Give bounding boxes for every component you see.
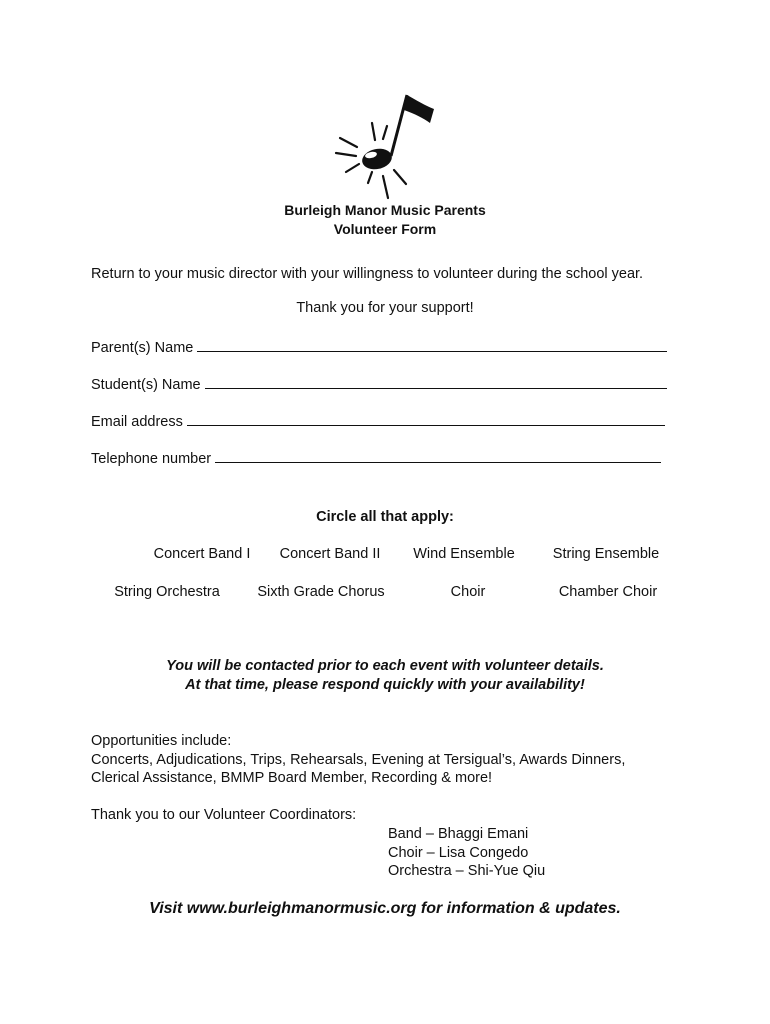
opportunities-heading: Opportunities include: [91, 733, 232, 749]
field-label: Email address [91, 414, 183, 430]
option-string-ensemble[interactable]: String Ensemble [552, 546, 660, 562]
instruction-text: Return to your music director with your willingness to volunteer during the school year. [91, 266, 644, 282]
parent-name-field[interactable] [91, 337, 667, 356]
parent-name-line[interactable] [197, 337, 667, 352]
field-label: Student(s) Name [91, 377, 201, 393]
option-choir[interactable]: Choir [450, 584, 486, 600]
coordinator-band: Band – Bhaggi Emani [388, 826, 529, 842]
coordinator-orchestra: Orchestra – Shi-Yue Qiu [388, 863, 546, 879]
email-field[interactable] [91, 411, 665, 430]
option-sixth-grade-chorus[interactable]: Sixth Grade Chorus [257, 584, 385, 600]
notice-line-1: You will be contacted prior to each event with volunteer details. [166, 658, 604, 674]
visit-website-text: Visit www.burleighmanormusic.org for information & updates. [149, 900, 621, 917]
form-title: Volunteer Form [333, 221, 437, 237]
coordinator-choir: Choir – Lisa Congedo [388, 845, 529, 861]
telephone-field[interactable] [91, 448, 661, 467]
music-note-icon [330, 90, 440, 205]
student-name-line[interactable] [205, 374, 667, 389]
org-name: Burleigh Manor Music Parents [284, 202, 486, 218]
opportunities-line-2: Clerical Assistance, BMMP Board Member, Recording & more! [91, 770, 493, 786]
email-line[interactable] [187, 411, 665, 426]
field-label: Parent(s) Name [91, 340, 194, 356]
circle-heading: Circle all that apply: [316, 509, 454, 525]
thanks-text: Thank you for your support! [296, 300, 474, 316]
field-label: Telephone number [91, 451, 212, 467]
student-name-field[interactable] [91, 374, 667, 393]
telephone-line[interactable] [215, 448, 661, 463]
opportunities-line-1: Concerts, Adjudications, Trips, Rehearsals, Evening at Tersigual’s, Awards Dinners, [91, 752, 626, 768]
option-concert-band-2[interactable]: Concert Band II [279, 546, 381, 562]
option-chamber-choir[interactable]: Chamber Choir [558, 584, 658, 600]
option-string-orchestra[interactable]: String Orchestra [114, 584, 220, 600]
notice-line-2: At that time, please respond quickly with your availability! [185, 677, 585, 693]
coordinators-heading: Thank you to our Volunteer Coordinators: [91, 807, 357, 823]
option-wind-ensemble[interactable]: Wind Ensemble [413, 546, 515, 562]
option-concert-band-1[interactable]: Concert Band I [153, 546, 251, 562]
